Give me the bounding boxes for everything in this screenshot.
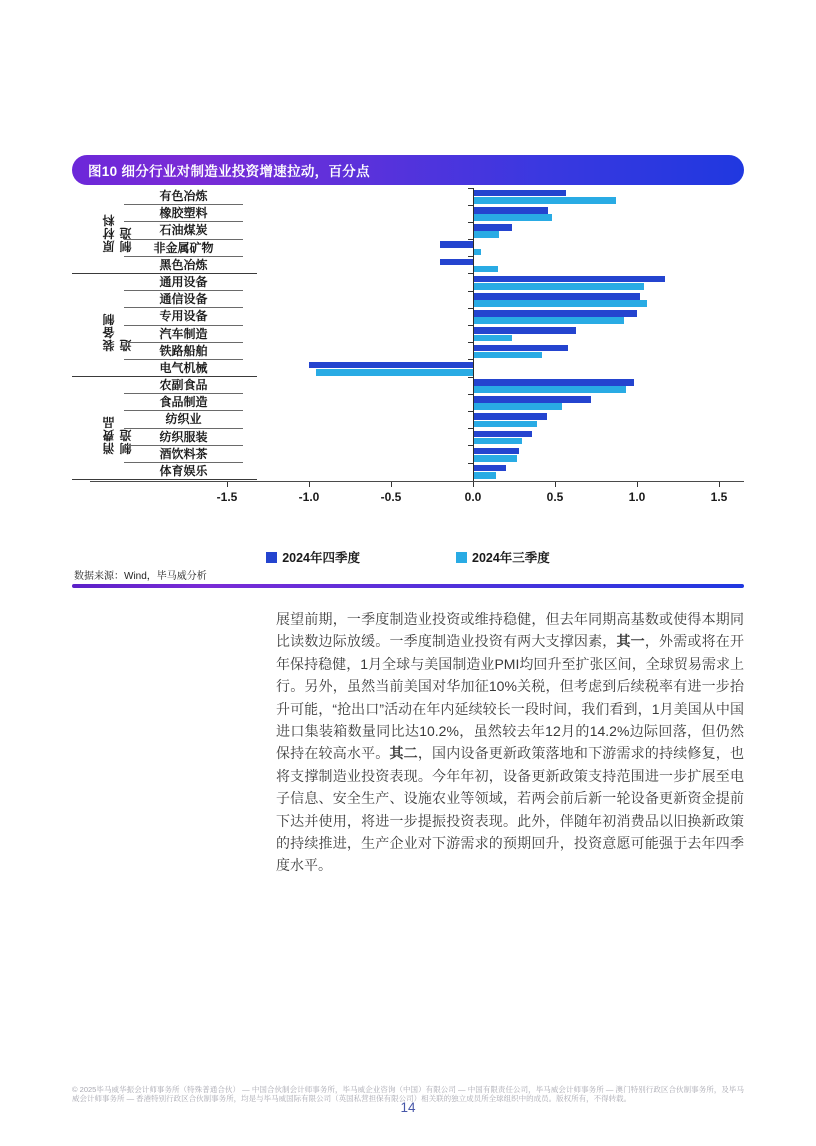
category-label: 铁路船舶 xyxy=(124,343,243,360)
bar-q4 xyxy=(473,465,506,472)
axis-tick-label: 0.5 xyxy=(546,490,564,504)
bar-q3 xyxy=(473,300,647,307)
chart-row xyxy=(124,360,744,377)
bar-area xyxy=(243,343,744,360)
chart-legend xyxy=(72,548,744,566)
category-label: 非金属矿物 xyxy=(124,240,243,257)
category-label: 纺织服装 xyxy=(124,429,243,446)
bar-area xyxy=(243,429,744,446)
group-label: 原材料制造 xyxy=(102,213,133,253)
paragraph-segment: 展望前期，一季度制造业投资或维持稳健，但去年同期高基数或使得本期同比读数边际放缓。一季度制造业投资有两大支撑因素， xyxy=(276,611,744,650)
legend-label-q4: 2024年四季度 xyxy=(282,551,360,565)
chart-row xyxy=(124,205,744,222)
bar-q3 xyxy=(473,266,498,273)
bar-q4 xyxy=(473,224,512,231)
legend-swatch-q4 xyxy=(266,552,277,563)
legend-label-q3: 2024年三季度 xyxy=(472,551,550,565)
bar-q4 xyxy=(440,259,473,266)
category-label: 食品制造 xyxy=(124,394,243,411)
bar-q4 xyxy=(473,379,634,386)
axis-tick-label: -1.5 xyxy=(216,490,238,504)
bar-q4 xyxy=(473,190,566,197)
chart-row xyxy=(124,343,744,360)
chart-row xyxy=(124,394,744,411)
bar-q3 xyxy=(473,231,499,238)
chart-row xyxy=(124,411,744,428)
chart-row xyxy=(124,463,744,480)
bar-area xyxy=(243,291,744,308)
axis-tick-label: 0.0 xyxy=(464,490,482,504)
bar-area xyxy=(243,274,744,291)
figure-divider xyxy=(72,584,744,588)
bar-area xyxy=(243,411,744,428)
bar-q3 xyxy=(473,438,522,445)
figure-title-bar xyxy=(72,155,744,185)
axis-tick-label: -1.0 xyxy=(298,490,320,504)
bar-area xyxy=(243,360,744,377)
axis-tick xyxy=(391,482,392,487)
bar-area xyxy=(243,240,744,257)
bar-chart xyxy=(72,188,744,582)
category-label: 农副食品 xyxy=(124,377,243,394)
axis-tick xyxy=(637,482,638,487)
bar-q4 xyxy=(440,241,473,248)
bar-q3 xyxy=(473,214,552,221)
bar-area xyxy=(243,205,744,222)
bar-area xyxy=(243,222,744,239)
axis-tick-label: 1.5 xyxy=(710,490,728,504)
chart-row xyxy=(124,377,744,394)
category-label: 电气机械 xyxy=(124,360,243,377)
chart-row xyxy=(124,326,744,343)
category-group xyxy=(96,188,744,274)
bar-q3 xyxy=(473,472,496,479)
bar-area xyxy=(243,326,744,343)
legend-item-q3 xyxy=(456,548,550,566)
figure-title: 图10 细分行业对制造业投资增速拉动，百分点 xyxy=(88,164,370,179)
body-paragraph xyxy=(276,608,744,877)
group-label: 装备制造 xyxy=(102,312,133,352)
x-axis-line xyxy=(90,481,744,482)
bar-q3 xyxy=(473,386,626,393)
bar-area xyxy=(243,188,744,205)
category-label: 通用设备 xyxy=(124,274,243,291)
bar-q4 xyxy=(309,362,473,369)
category-label: 通信设备 xyxy=(124,291,243,308)
bar-q3 xyxy=(473,317,624,324)
legend-swatch-q3 xyxy=(456,552,467,563)
bar-q3 xyxy=(473,352,542,359)
bar-q4 xyxy=(473,276,665,283)
paragraph-segment: 其一 xyxy=(616,633,645,650)
paragraph-segment: ，外需或将在开年保持稳健，1月全球与美国制造业PMI均回升至扩张区间，全球贸易需求上行。另外，虽然当前美国对华加征10%关税，但考虑到后续税率有进一步抬升可能，“抢出口”活动在年内延续较长一段时间，我们看到，1月美国从中国进口集装箱数量同比达10.2%，虽然较去年12月的14.2%边际回落，但仍然保持在较高水平。 xyxy=(276,633,744,762)
axis-tick xyxy=(555,482,556,487)
chart-row xyxy=(124,257,744,274)
bar-q4 xyxy=(473,431,532,438)
chart-row xyxy=(124,446,744,463)
x-axis xyxy=(72,481,744,511)
category-label: 石油煤炭 xyxy=(124,222,243,239)
bar-q4 xyxy=(473,413,547,420)
paragraph-segment: ，国内设备更新政策落地和下游需求的持续修复，也将支撑制造业投资表现。今年年初，设备更新政策支持范围进一步扩展至电子信息、安全生产、设施农业等领域，若两会前后新一轮设备更新资金提前下达并使用，将进一步提振投资表现。此外，伴随年初消费品以旧换新政策的持续推进，生产企业对下游需求的预期回升，投资意愿可能强于去年四季度水平。 xyxy=(276,745,744,874)
bar-q3 xyxy=(473,403,562,410)
category-label: 橡胶塑料 xyxy=(124,205,243,222)
bar-area xyxy=(243,308,744,325)
bar-q3 xyxy=(473,335,512,342)
bar-q4 xyxy=(473,207,548,214)
axis-tick-label: -0.5 xyxy=(380,490,402,504)
bar-q3 xyxy=(473,283,644,290)
bar-q4 xyxy=(473,293,640,300)
axis-tick xyxy=(473,482,474,487)
category-group xyxy=(96,377,744,480)
copyright-footer: © 2025毕马威华振会计师事务所（特殊普通合伙） — 中国合伙制会计师事务所，毕马威企业咨询（中国）有限公司 — 中国有限责任公司，毕马威会计师事务所 — 澳门特别行政区合伙制事务所，及毕马威会计师事务所 — 香港特别行政区合伙制事务所，均是与毕马威国际有限公司（英国私营担保有限公司）相关联的独立成员所全球组织中的成员。版权所有，不得转载。 xyxy=(72,1084,744,1104)
bar-area xyxy=(243,463,744,480)
zero-axis-line xyxy=(473,188,474,481)
chart-row xyxy=(124,188,744,205)
category-label: 酒饮料茶 xyxy=(124,446,243,463)
category-label: 体育娱乐 xyxy=(124,463,243,480)
chart-row xyxy=(124,240,744,257)
chart-row xyxy=(124,429,744,446)
page-number: 14 xyxy=(400,1100,416,1115)
bar-q4 xyxy=(473,448,519,455)
category-label: 纺织业 xyxy=(124,411,243,428)
axis-tick xyxy=(309,482,310,487)
bar-q3 xyxy=(473,197,616,204)
bar-q4 xyxy=(473,310,637,317)
plot-rows xyxy=(72,188,744,480)
bar-q3 xyxy=(316,369,473,376)
group-label: 消费品制造 xyxy=(102,415,133,455)
bar-q4 xyxy=(473,327,576,334)
category-label: 专用设备 xyxy=(124,308,243,325)
axis-tick xyxy=(719,482,720,487)
data-source-note: 数据来源：Wind，毕马威分析 xyxy=(74,571,207,582)
bar-area xyxy=(243,446,744,463)
bar-q4 xyxy=(473,345,568,352)
bar-q4 xyxy=(473,396,591,403)
legend-item-q4 xyxy=(266,548,360,566)
bar-area xyxy=(243,377,744,394)
chart-row xyxy=(124,274,744,291)
axis-tick xyxy=(227,482,228,487)
bar-q3 xyxy=(473,455,517,462)
bar-q3 xyxy=(473,421,537,428)
axis-tick-label: 1.0 xyxy=(628,490,646,504)
bar-area xyxy=(243,257,744,274)
category-label: 黑色冶炼 xyxy=(124,257,243,274)
chart-row xyxy=(124,222,744,239)
category-label: 有色冶炼 xyxy=(124,188,243,205)
figure-block xyxy=(72,155,744,582)
chart-row xyxy=(124,291,744,308)
chart-row xyxy=(124,308,744,325)
paragraph-segment: 其二 xyxy=(389,745,418,762)
bar-area xyxy=(243,394,744,411)
category-group xyxy=(96,274,744,377)
category-label: 汽车制造 xyxy=(124,326,243,343)
